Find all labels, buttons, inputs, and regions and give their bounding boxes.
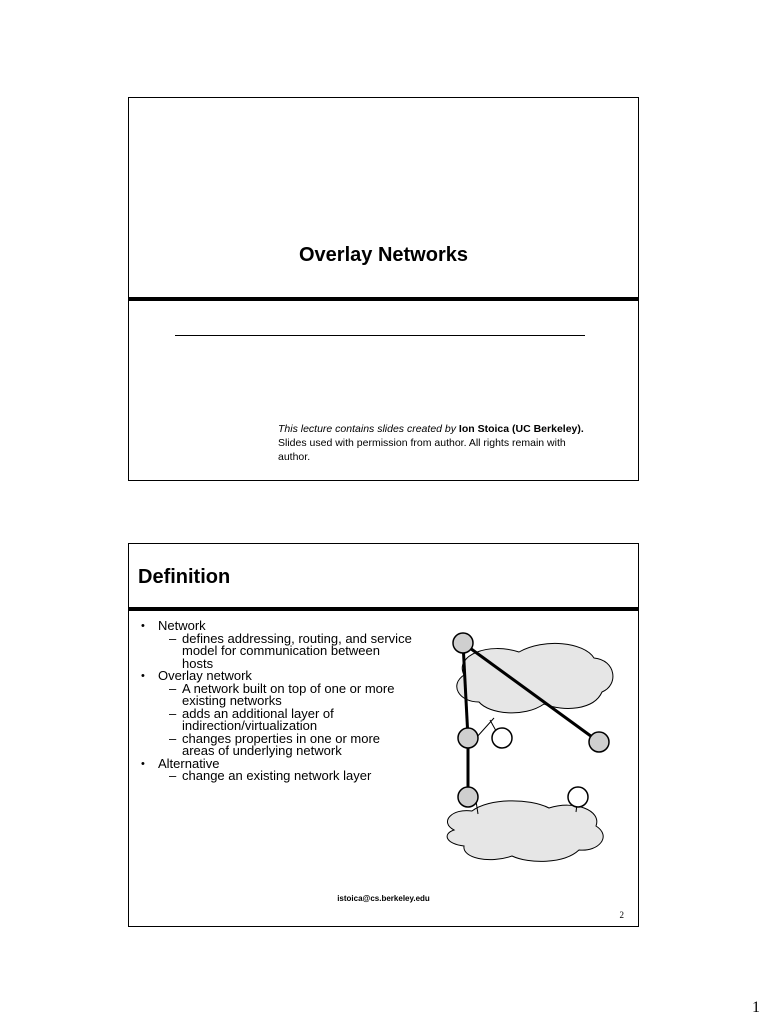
title-divider: [129, 607, 638, 611]
bullet-alternative: • Alternative: [139, 758, 439, 771]
lower-cloud: [447, 801, 603, 862]
credit-note: [278, 422, 628, 464]
page-number: 1: [752, 999, 760, 1016]
sub-bullet: – adds an additional layer of indirection/virtualization: [169, 705, 334, 733]
sub-bullet: – changes properties in one or more areas of underlying network: [169, 730, 381, 758]
overlay-node-bottom: [458, 787, 478, 807]
thin-divider: [175, 335, 585, 336]
host-node: [492, 728, 512, 748]
sub-bullet: – change an existing network layer: [169, 768, 372, 783]
bullet-network: • Network: [139, 620, 439, 633]
sub-bullet: – A network built on top of one or more existing networks: [169, 680, 395, 708]
credit-line-2: Slides used with permission from author. All rights remain with: [278, 437, 566, 449]
slide-title: Definition: [138, 566, 231, 588]
bullet-list: [139, 620, 439, 783]
overlay-network-diagram: [434, 630, 624, 875]
sub-bullet: – defines addressing, routing, and service model for communication between hosts: [169, 630, 412, 671]
credit-line-3: author.: [278, 451, 311, 463]
overlay-node-top: [453, 633, 473, 653]
credit-italic-text: This lecture contains slides created by: [278, 423, 459, 435]
slide-number: 2: [619, 910, 624, 920]
overlay-node-middle: [458, 728, 478, 748]
credit-author: Ion Stoica (UC Berkeley).: [458, 423, 584, 435]
definition-slide: [128, 543, 639, 927]
bullet-overlay-network: • Overlay network: [139, 670, 439, 683]
author-email: istoica@cs.berkeley.edu: [337, 894, 430, 903]
host-node: [568, 787, 588, 807]
title-divider: [129, 297, 638, 301]
title-slide: [128, 97, 639, 481]
overlay-node-right: [589, 732, 609, 752]
slide-title: Overlay Networks: [299, 244, 468, 266]
